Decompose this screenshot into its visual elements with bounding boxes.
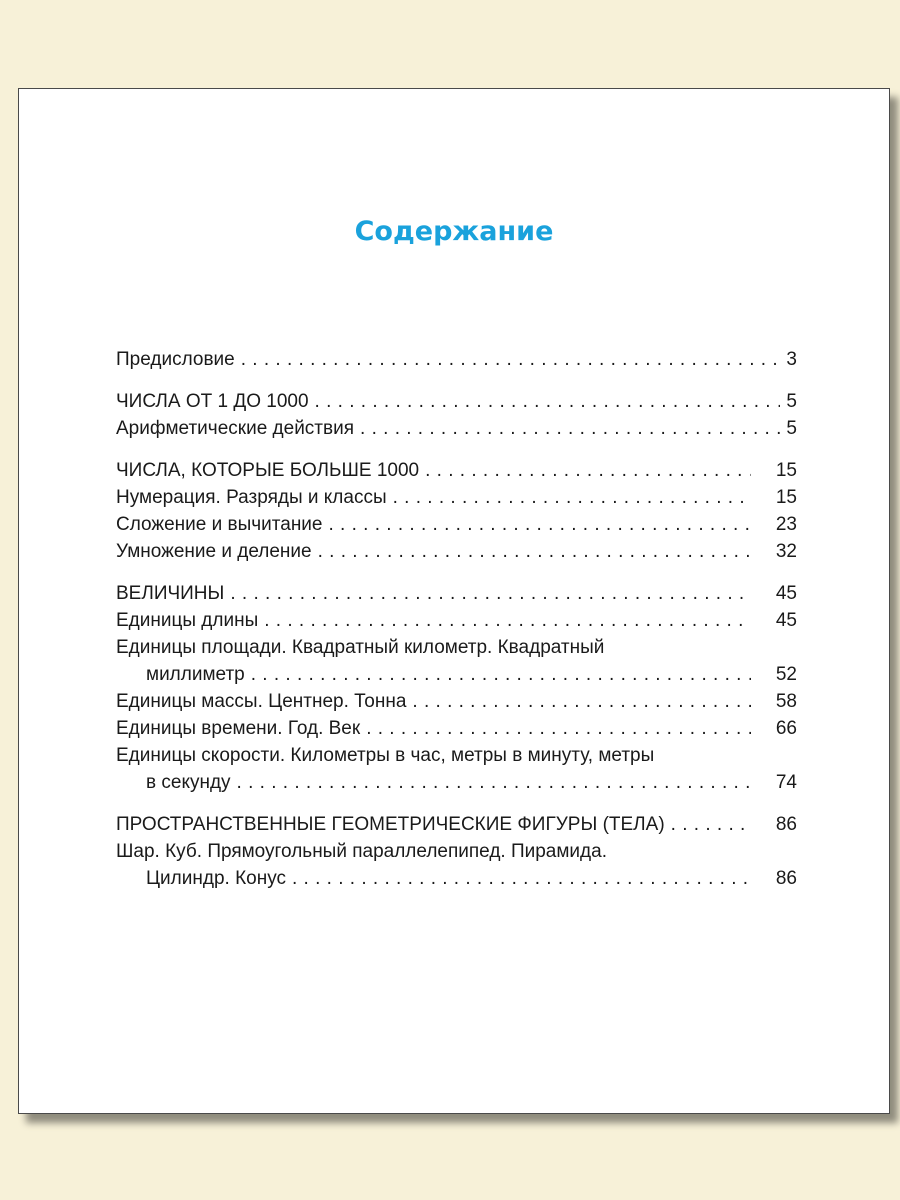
toc-entry-page: 86 <box>775 868 797 889</box>
table-of-contents <box>116 346 797 892</box>
toc-entry-title: ВЕЛИЧИНЫ <box>116 583 225 604</box>
dot-leader <box>292 865 751 892</box>
toc-entry-length-units <box>116 607 797 634</box>
dot-leader <box>360 415 780 442</box>
toc-entry-title: ЧИСЛА ОТ 1 ДО 1000 <box>116 391 309 412</box>
toc-entry-page: 15 <box>775 460 797 481</box>
dot-leader <box>412 688 751 715</box>
toc-entry-arithmetic <box>116 415 797 442</box>
toc-entry-page: 45 <box>775 610 797 631</box>
toc-entry-title: Предисловие <box>116 349 235 370</box>
book-page <box>18 88 890 1114</box>
dot-leader <box>393 484 751 511</box>
toc-entry-title-line2: в секунду <box>146 772 231 793</box>
toc-entry-title: Сложение и вычитание <box>116 514 323 535</box>
dot-leader <box>671 811 751 838</box>
toc-entry-page: 66 <box>775 718 797 739</box>
toc-entry-numeration <box>116 484 797 511</box>
toc-section-quantities <box>116 580 797 607</box>
toc-entry-title: ПРОСТРАНСТВЕННЫЕ ГЕОМЕТРИЧЕСКИЕ ФИГУРЫ (ТЕЛА) <box>116 814 665 835</box>
dot-leader <box>329 511 752 538</box>
toc-entry-title-line2: миллиметр <box>146 664 245 685</box>
toc-entry-addition-subtraction <box>116 511 797 538</box>
toc-entry-title: Единицы времени. Год. Век <box>116 718 361 739</box>
toc-section-numbers-over-1000 <box>116 457 797 484</box>
toc-entry-mass-units <box>116 688 797 715</box>
toc-entry-title: Умножение и деление <box>116 541 312 562</box>
dot-leader <box>264 607 751 634</box>
toc-entry-page: 5 <box>786 391 797 412</box>
toc-entry-page: 58 <box>775 691 797 712</box>
dot-leader <box>251 661 751 688</box>
toc-entry-speed-units <box>116 742 797 796</box>
toc-entry-title-line1: Единицы скорости. Километры в час, метры в минуту, метры <box>116 745 655 766</box>
toc-entry-page: 3 <box>786 349 797 370</box>
toc-entry-time-units <box>116 715 797 742</box>
toc-entry-title: Единицы длины <box>116 610 259 631</box>
toc-entry-title-line1: Шар. Куб. Прямоугольный параллелепипед. Пирамида. <box>116 841 607 862</box>
toc-entry-title: ЧИСЛА, КОТОРЫЕ БОЛЬШЕ 1000 <box>116 460 420 481</box>
dot-leader <box>241 346 781 373</box>
dot-leader <box>366 715 751 742</box>
dot-leader <box>237 769 751 796</box>
toc-entry-page: 86 <box>775 814 797 835</box>
toc-entry-multiplication-division <box>116 538 797 565</box>
toc-entry-area-units <box>116 634 797 688</box>
dot-leader <box>318 538 751 565</box>
dot-leader <box>425 457 751 484</box>
toc-entry-preface <box>116 346 797 373</box>
toc-entry-title-line2: Цилиндр. Конус <box>146 868 286 889</box>
toc-entry-page: 5 <box>786 418 797 439</box>
toc-entry-page: 23 <box>775 514 797 535</box>
toc-entry-title: Единицы массы. Центнер. Тонна <box>116 691 407 712</box>
toc-entry-title-line1: Единицы площади. Квадратный километр. Квадратный <box>116 637 605 658</box>
toc-entry-page: 32 <box>775 541 797 562</box>
dot-leader <box>230 580 751 607</box>
dot-leader <box>315 388 781 415</box>
toc-entry-page: 15 <box>775 487 797 508</box>
toc-entry-page: 45 <box>775 583 797 604</box>
toc-entry-shapes <box>116 838 797 892</box>
toc-entry-page: 74 <box>775 772 797 793</box>
toc-entry-title: Нумерация. Разряды и классы <box>116 487 387 508</box>
toc-section-solid-figures <box>116 811 797 838</box>
toc-entry-page: 52 <box>775 664 797 685</box>
page-title: Содержание <box>354 216 554 247</box>
toc-entry-title: Арифметические действия <box>116 418 355 439</box>
toc-section-numbers-to-1000 <box>116 388 797 415</box>
